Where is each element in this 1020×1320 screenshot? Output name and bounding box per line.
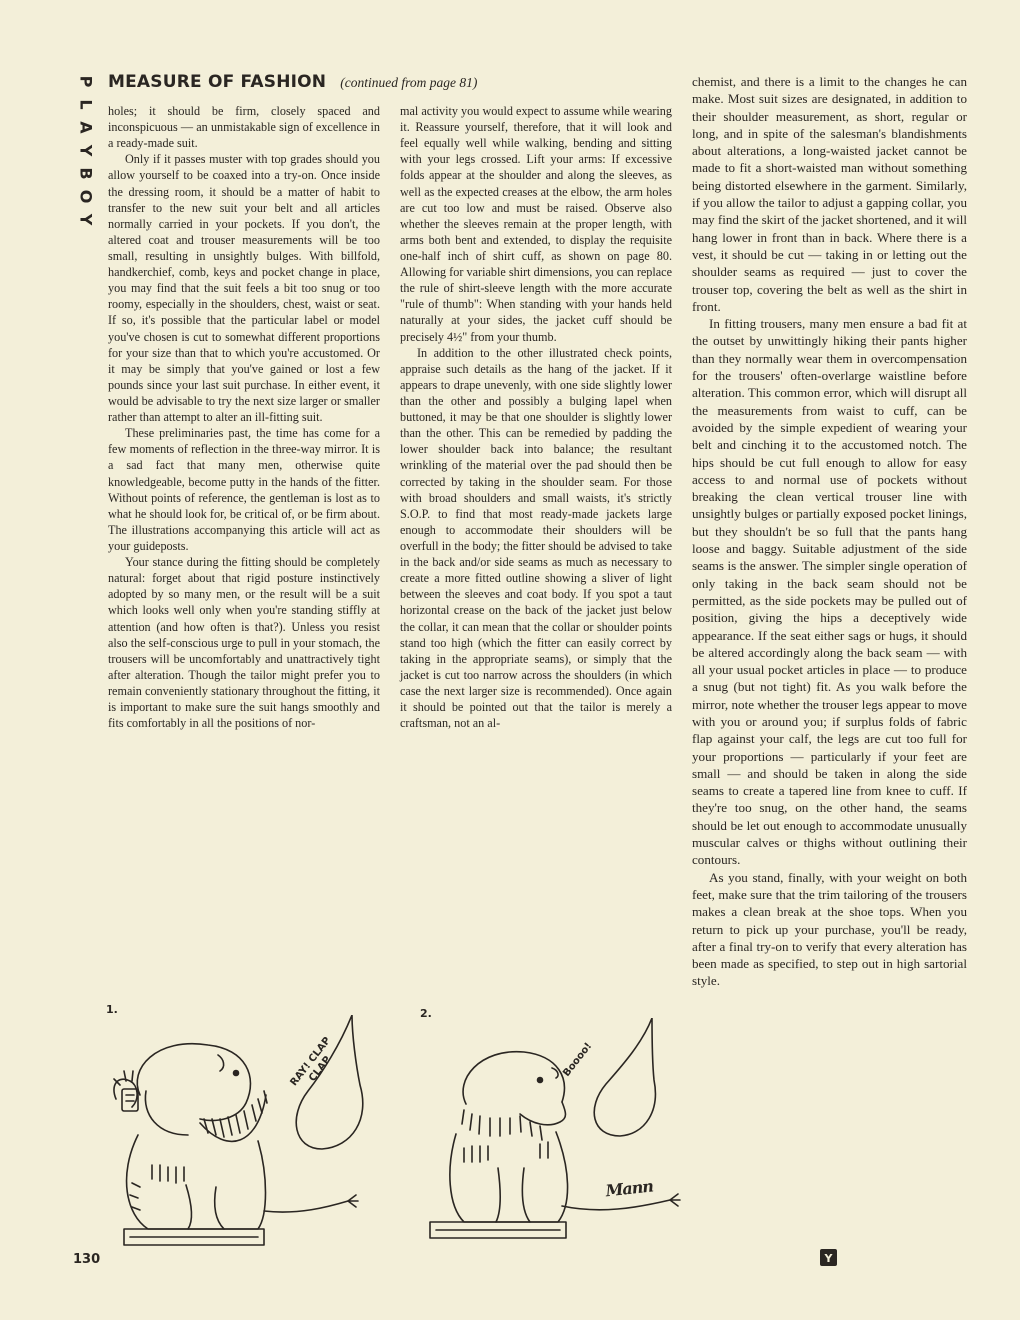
spine-letter: O bbox=[76, 189, 96, 204]
page-number: 130 bbox=[73, 1252, 101, 1267]
figure-number-1: 1. bbox=[106, 1003, 118, 1016]
paragraph: Your stance during the fitting should be completely natural: forget about that rigid posture instinctively adopted by so many men, or the result will be a suit which looks well only when you're standing stiffly at attention (and how often is that?). Unless you resist also the self-conscious urge to pull in your stomach, the trousers will be uncomfortably and unattractively tight after alteration. Though the tailor might prefer you to remain conveniently stationary throughout the fitting, it is important to make sure the suit hangs smoothly and fits comfortably in all the positions of nor- bbox=[108, 555, 380, 731]
end-mark-icon bbox=[820, 1249, 837, 1266]
paragraph: In addition to the other illustrated check points, appraise such details as the hang of the jacket. If it appears to drape unevenly, with one side slightly lower than the other and possibly a bulging lapel when buttoned, it may be that one shoulder is slightly lower than the other. This can be remedied by padding the lower shoulder back into balance; the resultant wrinkling of the material over the pad should then be corrected by taking in the shoulder seam. For those with broad shoulders and small waists, it's strictly S.O.P. to find that most ready-made jackets large enough to accommodate their shoulders will be overfull in the body; the fitter should be advised to take in the back and/or side seams as much as necessary to create a more fitted outline showing a sliver of light between the sleeves and coat body. If you spot a taut horizontal crease on the back of the jacket just below the collar, it can mean that the collar or shoulder points stand too high (which the fitter can easily correct by taking in the appropriate seams), or simply that the jacket is cut too narrow across the shoulders (in which case the next larger size is recommended). Once again it should be pointed out that the tailor is merely a craftsman, not an al- bbox=[400, 345, 672, 731]
paragraph: holes; it should be firm, closely spaced and inconspicuous — an unmistakable sign of excellence in a ready-made suit. bbox=[108, 104, 380, 151]
text-column-1 bbox=[108, 103, 380, 733]
article-heading bbox=[108, 72, 668, 100]
paragraph: As you stand, finally, with your weight on both feet, make sure that the trim tailoring of the trousers makes a clean break at the shoe tops. When you return to pick up your purchase, you'll be ready, after a final try-on to verify that every alteration has been made as specified, to step out in high sartorial style. bbox=[692, 869, 967, 989]
balloon-text-boo: Boooo! bbox=[561, 1040, 595, 1079]
paragraph: Only if it passes muster with top grades should you allow yourself to be coaxed into a try-on. Once inside the dressing room, it should be a matter of habit to transfer to the new suit your belt and all articles normally carried in your pockets. If you don't, the altered coat and trouser measurements will be too small, resulting in unsightly bulges. With billfold, handkerchief, comb, keys and pocket change in place, you may find that the suit feels a bit too snug or too roomy, especially in the shoulders, chest, waist or seat. If so, it's possible that the particular label or model you've chosen is cut to somewhat different proportions for your size than that to which you're accustomed. Or it may be simply that you've gained or lost a few pounds since your last suit purchase. In either event, it would be advisable to try the next size larger or smaller rather than attempt to alter an ill-fitting suit. bbox=[108, 152, 380, 425]
spine-letter: A bbox=[76, 121, 96, 134]
spine-letter: B bbox=[76, 167, 96, 180]
balloon-text-cheer: RAY! CLAP CLAP bbox=[288, 1035, 334, 1089]
text-column-2 bbox=[400, 103, 672, 733]
article-title: MEASURE OF FASHION bbox=[108, 72, 327, 92]
figure-number-2: 2. bbox=[420, 1007, 432, 1020]
artist-signature: Mann bbox=[604, 1176, 654, 1201]
paragraph: mal activity you would expect to assume while wearing it. Reassure yourself, therefore, that it will look and feel equally well while walking, bending and sitting with your legs crossed. Lift your arms: If excessive folds appear at the shoulder and along the sleeves, as well as the expected creases at the elbow, the arm holes are cut too low and must be raised. Observe also whether the sleeves remain at the proper length, with arms both bent and extended, to display the requisite one-half inch of shirt cuff, as shown on page 80. Allowing for variable shirt dimensions, you can replace the rule of shirt-sleeve length with the more accurate "rule of thumb": When standing with your hands held naturally at your sides, the jacket cuff should be precisely 4½" from your thumb. bbox=[400, 104, 672, 344]
spine-letter: L bbox=[76, 99, 96, 110]
svg-text:Y: Y bbox=[824, 1252, 833, 1265]
continued-note: (continued from page 81) bbox=[340, 75, 478, 90]
paragraph: These preliminaries past, the time has come for a few moments of reflection in the three-way mirror. It is a sad fact that many men, otherwise quite knowledgeable, become putty in the hands of the fitter. Without points of reference, the gentleman is lost as to what he should look for, be critical of, or be firm about. The illustrations accompanying this article will act as your guideposts. bbox=[108, 426, 380, 553]
spine-letter: Y bbox=[76, 213, 96, 226]
spine-letter: Y bbox=[76, 144, 96, 157]
paragraph: chemist, and there is a limit to the changes he can make. Most suit sizes are designated, in addition to their shoulder measurement, as short, regular or long, and in spite of the salesman's blandishments about alterations, a long-waisted jacket cannot be made to fit a short-waisted man without something being distorted elsewhere in the garment. Similarly, if you allow the tailor to adjust a gapping collar, you may find the skirt of the jacket shortened, and it will hang lower in front than in back. Where there is a vest, it should be cut — taking in or letting out the shoulder seams as required — just to cover the trouser top, covering the belt as well as the shirt in front. bbox=[692, 74, 967, 314]
spine-letter: P bbox=[76, 75, 96, 88]
paragraph: In fitting trousers, many men ensure a bad fit at the outset by unwittingly hiking their pants higher than they normally wear them in overcompensation for the trousers' often-overlarge waistline before alteration. This common error, which will disrupt all the measurements from waist to cuff, can be avoided by the simple expedient of wearing your belt and cinching it to the accustomed notch. The hips should be cut full enough to allow for easy access to and normal use of pockets without breaking the clean vertical trouser line with unsightly bulges or partially exposed pocket linings, but they shouldn't be so full that the pants hang loose and baggy. Suitable adjustment of the side seams is the answer. The simpler single operation of only taking in the back seam should not be permitted, as the side pockets may be pulled out of position, giving the hips a deceptively wide appearance. If the seat either sags or hugs, it should be altered accordingly along the back seam — with all your usual pocket articles in place — to produce a snug (but not tight) fit. As you walk before the mirror, note whether the trouser legs appear to move with you or around you; if surplus folds of fabric flap against your calf, the legs are cut too full for your proportions — particularly if your feet are small — and should be taken in along the side seams to create a tapered line from knee to cuff. If they're too snug, on the other hand, the seams should be let out enough to accommodate unusually muscular calves or thighs without outlining their contours. bbox=[692, 316, 967, 868]
text-column-3 bbox=[692, 73, 967, 1253]
lion-booing-illustration bbox=[420, 1018, 690, 1253]
spine-label bbox=[76, 70, 96, 231]
